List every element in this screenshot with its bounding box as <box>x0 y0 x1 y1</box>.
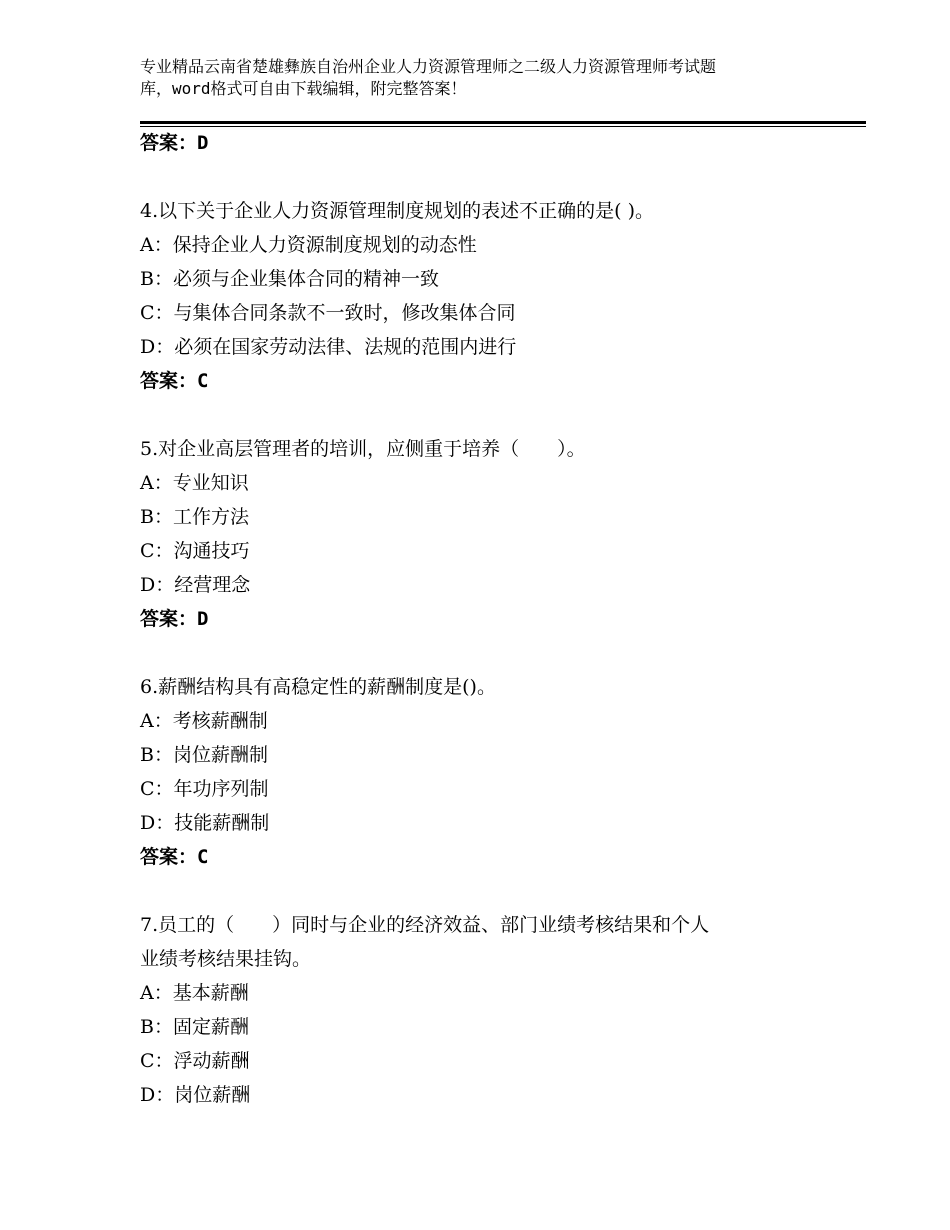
option-c: C：年功序列制 <box>140 778 269 800</box>
document-header <box>140 56 840 100</box>
answer: 答案：C <box>140 846 209 868</box>
question-stem-line-1: 7.员工的（ ）同时与企业的经济效益、部门业绩考核结果和个人 <box>140 914 710 936</box>
option-b: B：岗位薪酬制 <box>140 744 268 766</box>
question-stem: 5.对企业高层管理者的培训，应侧重于培养（ ）。 <box>140 438 586 460</box>
option-d: D：经营理念 <box>140 574 251 596</box>
header-line-2: 库，word格式可自由下载编辑，附完整答案！ <box>140 79 467 98</box>
option-c: C：与集体合同条款不一致时，修改集体合同 <box>140 302 516 324</box>
option-b: B：必须与企业集体合同的精神一致 <box>140 268 439 290</box>
option-a: A：考核薪酬制 <box>140 710 268 732</box>
question-4 <box>140 194 866 398</box>
option-b: B：固定薪酬 <box>140 1016 249 1038</box>
option-d: D：必须在国家劳动法律、法规的范围内进行 <box>140 336 517 358</box>
option-d: D：岗位薪酬 <box>140 1084 251 1106</box>
answer: 答案：D <box>140 608 209 630</box>
question-stem: 4.以下关于企业人力资源管理制度规划的表述不正确的是( )。 <box>140 200 654 222</box>
answer: 答案：C <box>140 370 209 392</box>
question-7 <box>140 908 866 1112</box>
option-c: C：浮动薪酬 <box>140 1050 250 1072</box>
option-a: A：保持企业人力资源制度规划的动态性 <box>140 234 477 256</box>
header-rule-thick <box>140 121 866 124</box>
option-a: A：基本薪酬 <box>140 982 249 1004</box>
option-a: A：专业知识 <box>140 472 249 494</box>
answer-previous: 答案：D <box>140 132 209 154</box>
option-d: D：技能薪酬制 <box>140 812 270 834</box>
header-line-1: 专业精品云南省楚雄彝族自治州企业人力资源管理师之二级人力资源管理师考试题 <box>140 57 717 76</box>
option-c: C：沟通技巧 <box>140 540 250 562</box>
question-stem: 6.薪酬结构具有高稳定性的薪酬制度是()。 <box>140 676 496 698</box>
question-list <box>140 126 866 1112</box>
question-6 <box>140 670 866 874</box>
question-stem-line-2: 业绩考核结果挂钩。 <box>140 948 312 970</box>
option-b: B：工作方法 <box>140 506 249 528</box>
question-5 <box>140 432 866 636</box>
